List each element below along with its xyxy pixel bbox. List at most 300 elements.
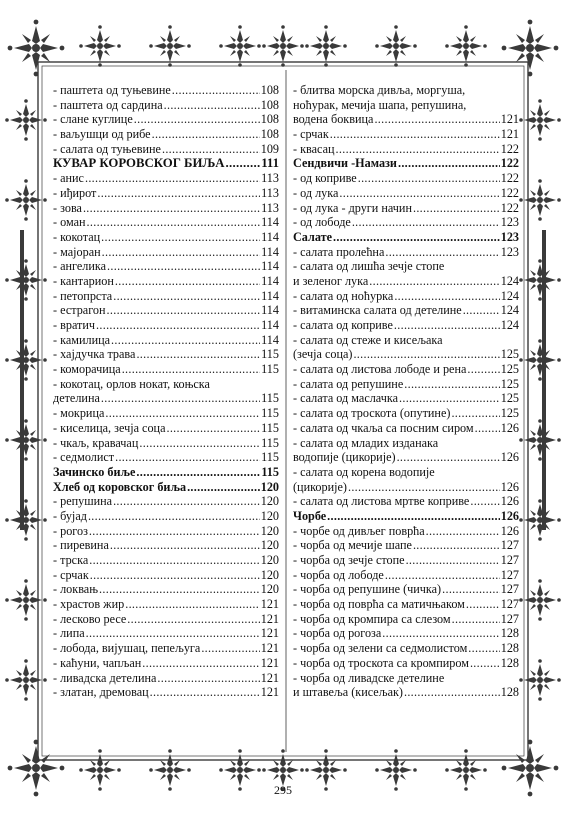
dot-leader <box>127 612 259 627</box>
dot-leader <box>110 538 260 553</box>
toc-entry-label: - витаминска салата од детелине <box>293 303 462 318</box>
dot-leader <box>152 127 260 142</box>
toc-entry <box>293 391 519 406</box>
toc-page-number: 120 <box>260 538 279 553</box>
toc-entry-label: - блитва морска дивља, моргуша, <box>293 83 466 97</box>
toc-entry <box>53 127 279 142</box>
toc-entry <box>293 245 519 260</box>
toc-page-number: 128 <box>500 685 519 700</box>
dot-leader <box>404 685 500 700</box>
toc-entry <box>53 347 279 362</box>
toc-entry-label: - коморачица <box>53 362 121 377</box>
toc-entry <box>53 112 279 127</box>
toc-entry <box>53 274 279 289</box>
toc-entry <box>293 553 519 568</box>
toc-page-number: 122 <box>500 185 519 200</box>
toc-entry-label: - од лука <box>293 185 339 200</box>
toc-entry-label: Зачинско биље <box>53 464 136 479</box>
dot-leader <box>226 156 261 171</box>
toc-entry-label: - златан, дремовац <box>53 685 149 700</box>
toc-entry <box>53 509 279 524</box>
toc-entry-label: - липа <box>53 626 85 641</box>
dot-leader <box>463 303 500 318</box>
toc-entry-label: - салата од лишћа зечје стопе <box>293 259 445 274</box>
toc-entry-label: - чорба од репушине (чичка) <box>293 582 442 597</box>
toc-entry-label: - чорба од поврћа са матичњаком <box>293 597 465 612</box>
toc-page-number: 120 <box>260 479 279 494</box>
toc-entry-label: - лесково ресе <box>53 611 127 626</box>
toc-entry-label: - од коприве <box>293 171 357 186</box>
dot-leader <box>139 436 260 451</box>
toc-entry-label: - чорба од лободе <box>293 567 384 582</box>
dot-leader <box>369 274 499 289</box>
toc-entry <box>293 524 519 539</box>
toc-entry-label: - оман <box>53 215 86 230</box>
toc-page-number: 121 <box>500 127 519 142</box>
toc-section-heading <box>293 509 519 524</box>
toc-entry-label: и зеленог лука <box>293 273 369 288</box>
toc-page-number: 120 <box>260 567 279 582</box>
toc-page-number: 114 <box>261 318 279 332</box>
dot-leader <box>339 186 499 201</box>
toc-entry <box>293 112 519 127</box>
dot-leader <box>134 112 260 127</box>
toc-entry-label: - мокрица <box>53 406 105 421</box>
dot-leader <box>90 568 260 583</box>
toc-page-number: 126 <box>500 508 519 523</box>
toc-page-number: 121 <box>500 112 519 127</box>
dot-leader <box>150 685 260 700</box>
toc-page-number: 120 <box>260 508 279 523</box>
toc-entry <box>293 494 519 509</box>
dot-leader <box>406 553 500 568</box>
toc-entry <box>53 391 279 406</box>
toc-entry-label: - салата од троскота (опутине) <box>293 406 451 421</box>
dot-leader <box>102 245 261 260</box>
toc-entry-label: - трска <box>53 553 89 567</box>
toc-entry-label: - салата од репушине <box>293 376 404 391</box>
toc-entry <box>293 333 519 348</box>
toc-page-number: 115 <box>261 406 279 421</box>
toc-page-number: 126 <box>500 494 519 509</box>
toc-page-number: 126 <box>500 523 519 538</box>
dot-leader <box>86 626 260 641</box>
toc-entry-label: - чорба од зелени са седмолистом <box>293 641 468 656</box>
toc-page-number: 108 <box>260 83 279 97</box>
page-number: 295 <box>274 783 292 797</box>
toc-page-number: 122 <box>500 141 519 156</box>
dot-leader <box>442 582 500 597</box>
toc-entry <box>293 480 519 495</box>
toc-entry-label: - репушина <box>53 494 113 509</box>
dot-leader <box>107 259 260 274</box>
toc-entry-label: - естрагон <box>53 303 106 318</box>
toc-page-number: 127 <box>500 597 519 612</box>
toc-page-number: 114 <box>261 244 279 259</box>
toc-right-column <box>293 83 519 700</box>
dot-leader <box>394 289 499 304</box>
toc-entry <box>53 186 279 201</box>
dot-leader <box>348 480 500 495</box>
toc-entry-label: - од лука - други начин <box>293 200 412 215</box>
toc-entry <box>293 671 519 686</box>
toc-entry-label: - петопрста <box>53 288 113 303</box>
toc-entry-label: - од лободе <box>293 215 351 230</box>
toc-entry <box>293 98 519 113</box>
dot-leader <box>394 318 500 333</box>
toc-page-number: 108 <box>260 97 279 112</box>
toc-page-number: 128 <box>500 641 519 656</box>
dot-leader <box>467 362 499 377</box>
toc-page-number: 125 <box>500 376 519 391</box>
toc-entry <box>53 612 279 627</box>
toc-page-number: 127 <box>500 553 519 567</box>
toc-page-number: 122 <box>500 200 519 215</box>
toc-page-number: 122 <box>500 156 519 171</box>
toc-page-number: 124 <box>500 273 519 288</box>
toc-entry <box>293 377 519 392</box>
toc-entry <box>53 626 279 641</box>
dot-leader <box>470 656 500 671</box>
toc-entry-label: водена боквица <box>293 112 374 127</box>
toc-entry-label: - чорба од рогоза <box>293 626 382 641</box>
toc-entry-label: - чорба од зечје стопе <box>293 553 405 567</box>
toc-page-number: 108 <box>260 127 279 142</box>
toc-entry <box>53 436 279 451</box>
toc-page-number: 123 <box>500 215 519 230</box>
toc-page-number: 125 <box>500 391 519 406</box>
toc-entry-label: Сендвичи -Намази <box>293 156 397 171</box>
toc-entry-label: - ваљушци од рибе <box>53 127 151 142</box>
toc-entry-label: - вратич <box>53 318 96 332</box>
toc-entry <box>53 494 279 509</box>
toc-entry-label: - слане куглице <box>53 112 133 127</box>
dot-leader <box>187 480 260 495</box>
toc-page-number: 111 <box>261 156 279 171</box>
dot-leader <box>172 83 260 98</box>
toc-entry <box>293 127 519 142</box>
dot-leader <box>89 524 260 539</box>
toc-entry <box>293 274 519 289</box>
dot-leader <box>475 421 500 436</box>
toc-page-number: 126 <box>500 479 519 494</box>
dot-leader <box>96 318 260 333</box>
toc-entry-label: Чорбе <box>293 508 327 523</box>
toc-page-number: 115 <box>261 450 279 465</box>
toc-entry-label: - салата од туњевине <box>53 141 161 156</box>
toc-entry-label: - салата од ноћурка <box>293 288 394 303</box>
toc-entry <box>293 406 519 421</box>
toc-entry-label: - квасац <box>293 141 335 156</box>
toc-entry-label: - киселица, зечја соца <box>53 420 166 435</box>
toc-page-number: 113 <box>261 171 279 186</box>
dot-leader <box>122 362 260 377</box>
toc-entry-label: - локвањ <box>53 582 99 597</box>
toc-entry-label: - чорбе од дивљег поврћа <box>293 523 425 538</box>
toc-page-number: 120 <box>260 582 279 597</box>
dot-leader <box>125 597 260 612</box>
toc-entry <box>293 568 519 583</box>
toc-page-number: 120 <box>260 553 279 567</box>
dot-leader <box>358 171 500 186</box>
toc-entry <box>53 377 279 392</box>
toc-entry <box>293 421 519 436</box>
toc-entry-label: - анис <box>53 171 84 186</box>
toc-page-number: 120 <box>260 523 279 538</box>
toc-entry <box>293 303 519 318</box>
toc-entry <box>293 83 519 98</box>
toc-entry-label: Салате <box>293 229 333 244</box>
toc-entry <box>293 538 519 553</box>
toc-entry-label: - салата од младих изданака <box>293 435 439 450</box>
toc-entry-label: - мајоран <box>53 244 101 259</box>
toc-entry <box>53 303 279 318</box>
toc-page-number: 113 <box>261 185 279 200</box>
dot-leader <box>113 289 260 304</box>
toc-entry <box>53 421 279 436</box>
toc-entry-label: и штавеља (кисељак) <box>293 685 403 700</box>
dot-leader <box>451 406 499 421</box>
dot-leader <box>162 142 260 157</box>
dot-leader <box>107 303 261 318</box>
toc-entry <box>53 568 279 583</box>
dot-leader <box>99 582 260 597</box>
toc-page-number: 124 <box>500 303 519 318</box>
dot-leader <box>101 230 260 245</box>
toc-entry <box>293 347 519 362</box>
dot-leader <box>83 201 260 216</box>
dot-leader <box>113 494 260 509</box>
toc-page-number: 127 <box>500 538 519 553</box>
toc-page-number: 127 <box>500 567 519 582</box>
toc-entry <box>293 465 519 480</box>
toc-page-number: 120 <box>260 494 279 509</box>
dot-leader <box>136 465 260 480</box>
toc-entry-label: - паштета од сардина <box>53 97 163 112</box>
dot-leader <box>88 509 260 524</box>
toc-entry <box>53 215 279 230</box>
toc-entry <box>293 656 519 671</box>
toc-entry-label: - каћуни, чапљан <box>53 655 142 670</box>
toc-page-number: 121 <box>260 670 279 685</box>
toc-entry <box>53 98 279 113</box>
toc-entry <box>53 685 279 700</box>
dot-leader <box>385 245 499 260</box>
toc-page-number: 109 <box>260 141 279 156</box>
toc-entry-label: (цикорије) <box>293 479 347 494</box>
toc-entry <box>53 230 279 245</box>
toc-entry-label: - кокотац, орлов нокат, коњска <box>53 376 210 391</box>
toc-entry-label: - кантарион <box>53 273 114 288</box>
toc-entry <box>53 171 279 186</box>
dot-leader <box>157 671 259 686</box>
toc-entry-label: - паштета од туњевине <box>53 83 171 97</box>
dot-leader <box>426 524 500 539</box>
dot-leader <box>115 274 260 289</box>
toc-entry-label: - чорба од кромпира са слезом <box>293 611 451 626</box>
dot-leader <box>333 230 500 245</box>
toc-entry <box>293 201 519 216</box>
toc-entry <box>53 524 279 539</box>
toc-entry-label: - камилица <box>53 332 111 347</box>
toc-page-number: 121 <box>260 611 279 626</box>
toc-entry <box>293 318 519 333</box>
toc-page-number: 121 <box>260 626 279 641</box>
dot-leader <box>404 377 499 392</box>
toc-entry-label: Хлеб од коровског биља <box>53 479 187 494</box>
toc-entry <box>53 538 279 553</box>
toc-entry <box>293 450 519 465</box>
toc-entry <box>53 201 279 216</box>
toc-page-number: 114 <box>261 259 279 274</box>
toc-entry-label: - салата од стеже и кисељака <box>293 332 443 347</box>
toc-entry-label: - салата пролећна <box>293 244 385 259</box>
toc-entry <box>53 582 279 597</box>
toc-entry <box>53 83 279 98</box>
toc-page-number: 115 <box>261 435 279 450</box>
toc-entry <box>53 406 279 421</box>
toc-entry-label: - зова <box>53 200 82 215</box>
toc-entry <box>53 656 279 671</box>
toc-entry-label: - чорба од ливадске детелине <box>293 670 445 685</box>
toc-section-heading <box>53 465 279 480</box>
toc-page-number: 108 <box>260 112 279 127</box>
toc-page-number: 127 <box>500 582 519 597</box>
toc-entry-label: - храстов жир <box>53 597 125 612</box>
toc-page-number: 115 <box>261 347 279 362</box>
toc-page-number: 126 <box>500 420 519 435</box>
dot-leader <box>470 494 499 509</box>
toc-page-number: 123 <box>500 229 519 244</box>
dot-leader <box>97 186 260 201</box>
toc-section-heading <box>293 156 519 171</box>
toc-entry-label: (зечја соца) <box>293 347 353 362</box>
toc-page-number: 124 <box>500 288 519 303</box>
dot-leader <box>468 641 499 656</box>
toc-entry-label: - рогоз <box>53 523 88 538</box>
dot-leader <box>166 421 260 436</box>
toc-entry-label: - салата од коприве <box>293 318 393 332</box>
toc-entry-label: - салата од листова лободе и рена <box>293 362 467 377</box>
toc-entry-label: - срчак <box>293 127 329 142</box>
toc-section-heading <box>293 230 519 245</box>
dot-leader <box>87 215 261 230</box>
toc-entry <box>293 597 519 612</box>
toc-entry <box>293 259 519 274</box>
dot-leader <box>142 656 259 671</box>
dot-leader <box>89 553 259 568</box>
dot-leader <box>101 391 260 406</box>
dot-leader <box>385 568 500 583</box>
toc-entry <box>293 626 519 641</box>
toc-left-column <box>53 83 279 700</box>
toc-entry-label: - салата од листова мртве коприве <box>293 494 470 509</box>
toc-page-number: 125 <box>500 362 519 377</box>
toc-entry <box>293 289 519 304</box>
toc-entry <box>293 186 519 201</box>
toc-page-number: 128 <box>500 655 519 670</box>
toc-page-number: 115 <box>261 464 279 479</box>
toc-entry-label: ноћурак, мечија шапа, репушина, <box>293 97 467 112</box>
dot-leader <box>382 626 499 641</box>
toc-page-number: 121 <box>260 641 279 656</box>
toc-page-number: 127 <box>500 611 519 626</box>
dot-leader <box>111 333 260 348</box>
toc-page-number: 125 <box>500 347 519 362</box>
toc-entry <box>293 612 519 627</box>
toc-section-heading <box>53 156 279 171</box>
toc-page-number: 114 <box>261 215 279 230</box>
toc-entry-label: - срчак <box>53 567 89 582</box>
toc-entry <box>53 671 279 686</box>
toc-entry <box>53 641 279 656</box>
toc-entry <box>53 553 279 568</box>
toc-page-number: 114 <box>261 229 279 244</box>
toc-entry <box>53 362 279 377</box>
dot-leader <box>201 641 259 656</box>
toc-entry-label: - седмолист <box>53 450 115 465</box>
toc-entry <box>293 215 519 230</box>
toc-page-number: 121 <box>260 597 279 612</box>
dot-leader <box>413 538 500 553</box>
toc-entry <box>53 318 279 333</box>
toc-entry-label: - чорба од мечије шапе <box>293 538 412 553</box>
toc-entry-label: - чкаљ, кравачац <box>53 435 139 450</box>
toc-entry-label: - чорба од троскота са кромпиром <box>293 655 469 670</box>
dot-leader <box>413 201 500 216</box>
dot-leader <box>164 98 260 113</box>
toc-entry <box>293 641 519 656</box>
toc-entry-label: - хајдучка трава <box>53 347 136 362</box>
toc-entry <box>53 259 279 274</box>
toc-page-number: 115 <box>261 391 279 406</box>
toc-entry-label: - салата од корена водопије <box>293 464 435 479</box>
toc-page-number: 114 <box>261 273 279 288</box>
toc-entry <box>293 171 519 186</box>
toc-page-number: 126 <box>500 450 519 465</box>
toc-page-number: 113 <box>261 200 279 215</box>
toc-page-number: 125 <box>500 406 519 421</box>
toc-entry-label: - ангелика <box>53 259 107 274</box>
toc-entry-label: - ливадска детелина <box>53 670 157 685</box>
toc-entry-label: - иђирот <box>53 185 97 200</box>
toc-page-number: 121 <box>260 655 279 670</box>
toc-entry <box>53 450 279 465</box>
toc-entry <box>293 582 519 597</box>
toc-entry-label: - кокотац <box>53 229 101 244</box>
toc-page-number: 115 <box>261 362 279 377</box>
dot-leader <box>105 406 260 421</box>
dot-leader <box>336 142 500 157</box>
toc-entry <box>293 142 519 157</box>
toc-page-number: 122 <box>500 171 519 186</box>
toc-section-heading <box>53 480 279 495</box>
toc-page-number: 124 <box>500 318 519 332</box>
dot-leader <box>399 391 500 406</box>
toc-entry <box>53 597 279 612</box>
dot-leader <box>85 171 260 186</box>
dot-leader <box>452 612 500 627</box>
toc-entry-label: - пиревина <box>53 538 109 553</box>
dot-leader <box>374 112 499 127</box>
toc-page-number: 114 <box>261 288 279 303</box>
toc-entry-label: - салата од чкаља са посним сиром <box>293 420 474 435</box>
dot-leader <box>136 347 260 362</box>
toc-entry-label: - салата од маслачка <box>293 391 399 406</box>
toc-page-number: 114 <box>261 332 279 347</box>
dot-leader <box>398 156 500 171</box>
toc-entry <box>53 333 279 348</box>
